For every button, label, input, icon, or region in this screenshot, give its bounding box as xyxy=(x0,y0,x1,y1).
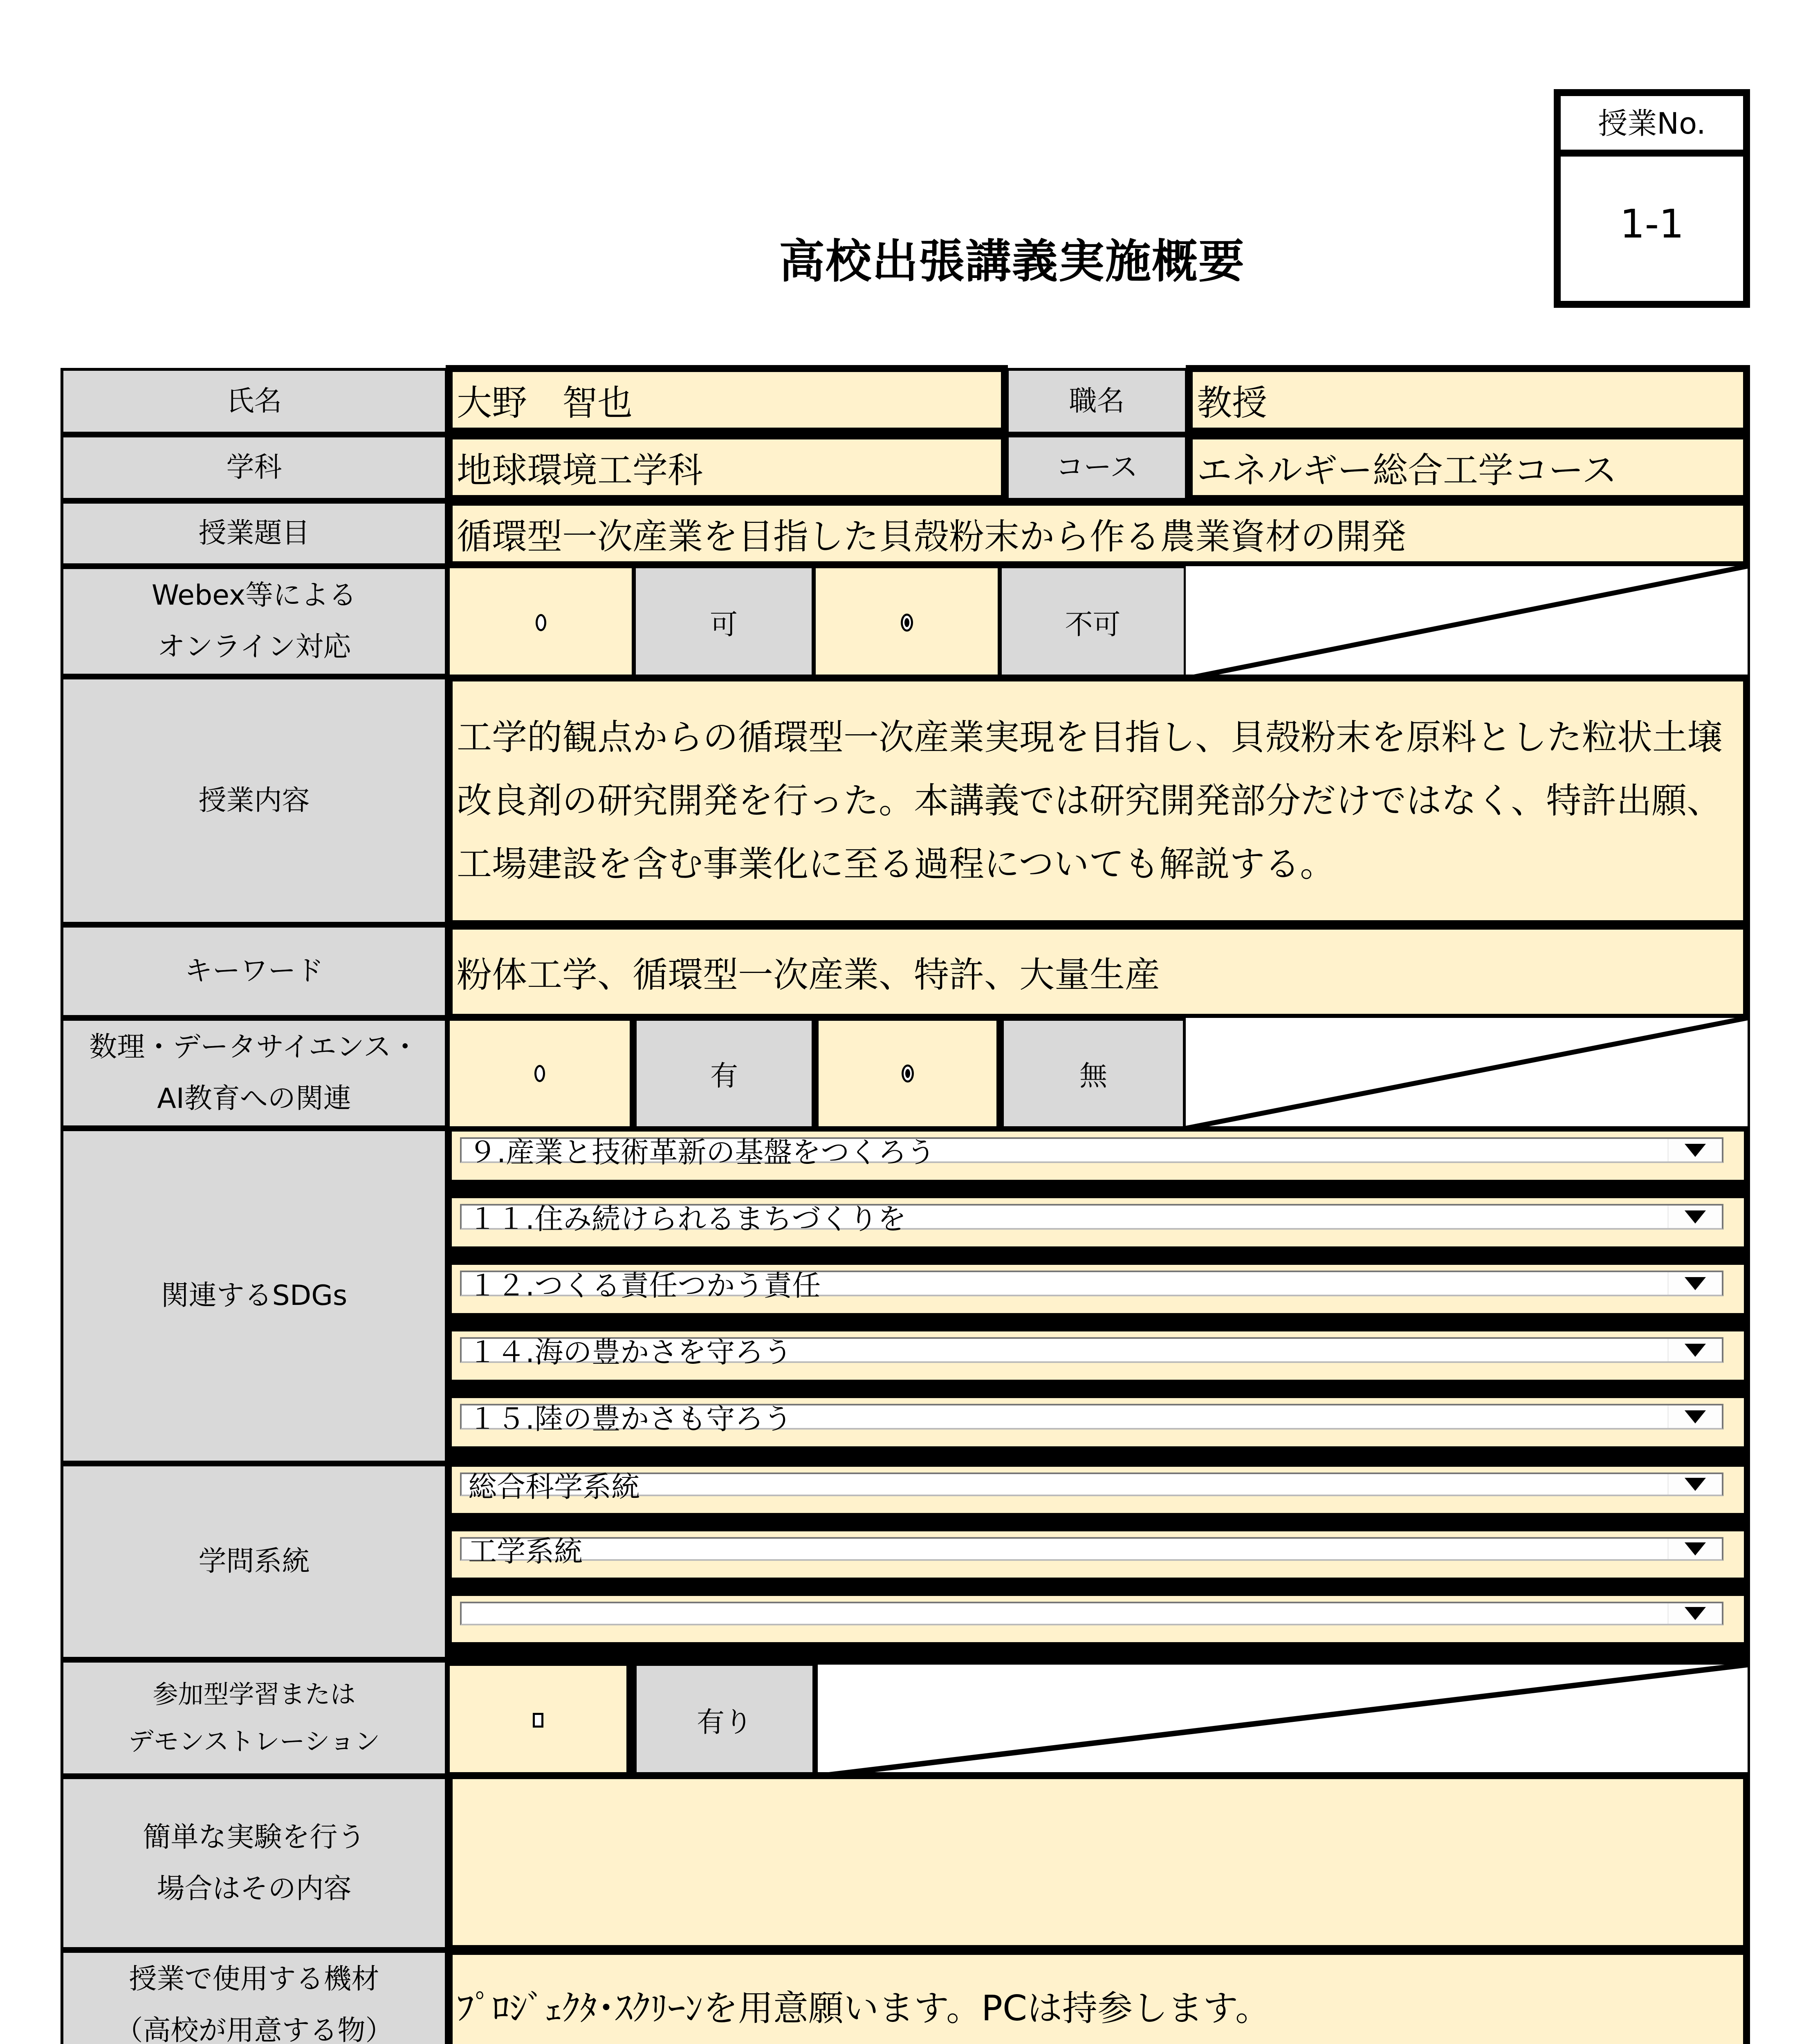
field-dropdown[interactable] xyxy=(460,1534,1723,1568)
ai-label-line2: AI教育への関連 xyxy=(157,1083,351,1115)
department-label xyxy=(61,435,448,501)
sdg-row xyxy=(452,1331,1744,1380)
chevron-down-icon[interactable] xyxy=(1667,1339,1722,1361)
field-row xyxy=(452,1467,1744,1513)
online-label xyxy=(61,566,448,677)
sdg-selected-value: １２.つくる責任つかう責任 xyxy=(468,1269,821,1302)
ai-label xyxy=(61,1018,448,1128)
ai-label-line1: 数理・データサイエンス・ xyxy=(89,1031,419,1064)
name-label-text: 氏名 xyxy=(226,385,282,417)
sdg-dropdown[interactable] xyxy=(460,1269,1723,1302)
sdg-row xyxy=(452,1265,1744,1313)
class-number-label: 授業No. xyxy=(1561,96,1743,157)
field-row xyxy=(452,1531,1744,1578)
chevron-down-icon[interactable] xyxy=(1667,1539,1722,1559)
chevron-down-icon[interactable] xyxy=(1667,1272,1722,1295)
chevron-down-icon[interactable] xyxy=(1667,1405,1722,1428)
sdg-selected-value: １１.住み続けられるまちづくりを xyxy=(468,1202,906,1236)
equipment-field[interactable]: ﾌﾟﾛｼﾞｪｸﾀ･ｽｸﾘｰﾝを用意願います。PCは持参します。 xyxy=(446,1948,1750,2044)
field-label-text: 学問系統 xyxy=(198,1545,310,1578)
participation-diagonal-blank xyxy=(818,1660,1750,1776)
position-label xyxy=(1006,368,1188,435)
field-row xyxy=(452,1596,1744,1642)
participation-option-label: 有り xyxy=(637,1666,812,1774)
ai-diagonal-blank xyxy=(1186,1018,1750,1128)
keywords-label xyxy=(61,925,448,1018)
chevron-down-icon[interactable] xyxy=(1667,1474,1722,1495)
equipment-label-line1: 授業で使用する機材 xyxy=(129,1963,379,1996)
subject-label-text: 授業題目 xyxy=(198,517,310,550)
online-option-impossible-radio[interactable] xyxy=(816,568,998,677)
sdg-row xyxy=(452,1398,1744,1446)
sdgs-label-text: 関連するSDGs xyxy=(161,1280,348,1312)
keywords-field[interactable]: 粉体工学、循環型一次産業、特許、大量生産 xyxy=(446,923,1750,1021)
online-option-impossible-label: 不可 xyxy=(1002,568,1184,677)
content-label-text: 授業内容 xyxy=(198,784,310,817)
equipment-label-line2: （高校が用意する物） xyxy=(115,2015,393,2044)
name-label xyxy=(61,368,448,435)
position-label-text: 職名 xyxy=(1069,385,1125,417)
sdg-row xyxy=(452,1132,1744,1180)
class-number-value: 1-1 xyxy=(1561,157,1743,300)
course-field[interactable]: エネルギー総合工学コース xyxy=(1186,433,1750,502)
course-label-text: コース xyxy=(1056,451,1138,484)
sdgs-label xyxy=(61,1128,448,1464)
ai-option-yes-radio[interactable] xyxy=(450,1021,630,1126)
online-option-possible-label: 可 xyxy=(636,568,812,677)
keywords-label-text: キーワード xyxy=(184,955,324,988)
field-selected-value: 総合科学系統 xyxy=(468,1470,640,1504)
online-label-line2: オンライン対応 xyxy=(157,631,351,663)
department-field[interactable]: 地球環境工学科 xyxy=(446,433,1008,502)
experiment-label-line2: 場合はその内容 xyxy=(157,1872,352,1905)
field-label xyxy=(61,1464,448,1660)
field-selected-value: 工学系統 xyxy=(468,1534,583,1568)
sdg-dropdown[interactable] xyxy=(460,1336,1723,1369)
position-field[interactable]: 教授 xyxy=(1186,365,1750,435)
course-label xyxy=(1006,435,1188,501)
content-label xyxy=(61,677,448,925)
participation-label xyxy=(61,1660,448,1776)
sdg-selected-value: １４.海の豊かさを守ろう xyxy=(468,1336,792,1369)
ai-option-no-label: 無 xyxy=(1004,1021,1183,1126)
sdg-dropdown[interactable] xyxy=(460,1202,1723,1236)
field-dropdown[interactable] xyxy=(460,1470,1723,1504)
online-option-possible-radio[interactable] xyxy=(450,568,632,677)
experiment-label xyxy=(61,1776,448,1950)
checkbox-icon xyxy=(533,1713,543,1728)
chevron-down-icon[interactable] xyxy=(1667,1206,1722,1228)
radio-selected-icon xyxy=(901,614,913,632)
name-field[interactable]: 大野 智也 xyxy=(446,365,1008,435)
subject-field[interactable]: 循環型一次産業を目指した貝殻粉末から作る農業資材の開発 xyxy=(446,499,1750,568)
field-dropdown[interactable] xyxy=(460,1602,1723,1625)
online-diagonal-blank xyxy=(1186,566,1750,679)
sdg-selected-value: １５.陸の豊かさも守ろう xyxy=(468,1402,792,1436)
page-title: 高校出張講義実施概要 xyxy=(779,235,1245,288)
chevron-down-icon[interactable] xyxy=(1667,1603,1722,1624)
radio-unselected-icon xyxy=(534,1065,545,1082)
participation-label-line1: 参加型学習または xyxy=(153,1679,356,1709)
sdg-selected-value: ９.産業と技術革新の基盤をつくろう xyxy=(468,1136,936,1169)
radio-unselected-icon xyxy=(536,614,546,631)
ai-option-no-radio[interactable] xyxy=(819,1021,996,1126)
experiment-field[interactable] xyxy=(446,1772,1750,1952)
class-number-box xyxy=(1554,89,1750,308)
subject-label xyxy=(61,501,448,566)
sdg-dropdown[interactable] xyxy=(460,1402,1723,1436)
radio-selected-icon xyxy=(902,1065,914,1083)
equipment-label xyxy=(61,1950,448,2044)
participation-checkbox[interactable] xyxy=(450,1666,626,1774)
sdg-dropdown[interactable] xyxy=(460,1136,1723,1169)
chevron-down-icon[interactable] xyxy=(1667,1139,1722,1161)
content-field[interactable]: 工学的観点からの循環型一次産業実現を目指し、貝殻粉末を原料とした粒状土壌改良剤の研究開発を行った。本講義では研究開発部分だけではなく、特許出願、工場建設を含む事業化に至る過程についても解説する。 xyxy=(446,675,1750,927)
department-label-text: 学科 xyxy=(226,451,282,484)
online-label-line1: Webex等による xyxy=(151,579,357,612)
participation-label-line2: デモンストレーション xyxy=(128,1726,380,1756)
experiment-label-line1: 簡単な実験を行う xyxy=(143,1821,366,1853)
sdg-row xyxy=(452,1198,1744,1246)
ai-option-yes-label: 有 xyxy=(637,1021,812,1126)
